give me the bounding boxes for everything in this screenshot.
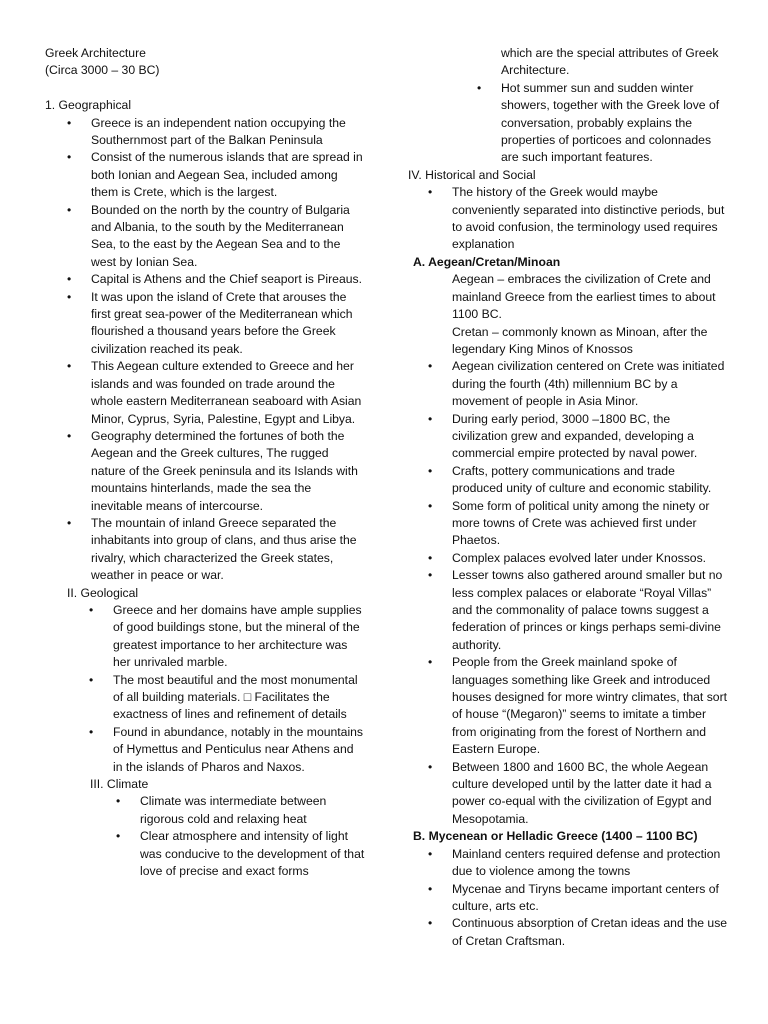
aegean-list xyxy=(398,358,728,828)
climate-continuation: which are the special attributes of Greek Architecture. xyxy=(501,46,719,78)
list-item: • Clear atmosphere and intensity of light was conducive to the development of that love of precise and exact forms xyxy=(140,828,365,880)
geographical-list xyxy=(45,115,365,585)
list-item: • Consist of the numerous islands that are spread in both Ionian and Aegean Sea, included among them is Crete, which is the largest. xyxy=(91,149,365,201)
right-column xyxy=(398,45,728,950)
geological-list xyxy=(45,602,365,776)
list-item: • The most beautiful and the most monumental of all building materials. □ Facilitates the exactness of lines and refinement of details xyxy=(113,672,365,724)
list-item: • The mountain of inland Greece separated the inhabitants into group of clans, and thus arise the rivalry, which characterized the Greek states, weather in peace or war. xyxy=(91,515,365,585)
subsection-heading-mycenean: B. Mycenean or Helladic Greece (1400 – 1100 BC) xyxy=(413,829,698,844)
list-item: • Hot summer sun and sudden winter showers, together with the Greek love of conversation, probably explains the properties of porticoes and colonnades are such important features. xyxy=(501,80,728,167)
definition-cretan: Cretan – commonly known as Minoan, after the legendary King Minos of Knossos xyxy=(452,324,708,356)
list-item: • The history of the Greek would maybe conveniently separated into distinctive periods, but to avoid confusion, the terminology used requires explanation xyxy=(452,184,728,254)
list-item: • Bounded on the north by the country of Bulgaria and Albania, to the south by the Mediterranean Sea, to the east by the Aegean Sea and to the west by Ionian Sea. xyxy=(91,202,365,272)
list-item: • Capital is Athens and the Chief seaport is Pireaus. xyxy=(91,271,365,288)
list-item: • Some form of political unity among the ninety or more towns of Crete was achieved first under Phaetos. xyxy=(452,498,728,550)
list-item: • Continuous absorption of Cretan ideas and the use of Cretan Craftsman. xyxy=(452,915,728,950)
list-item: • Mycenae and Tiryns became important centers of culture, arts etc. xyxy=(452,881,728,916)
mycenean-list xyxy=(398,846,728,950)
list-item: • It was upon the island of Crete that arouses the first great sea-power of the Mediterranean which flourished a thousand years before the Greek civilization reached its peak. xyxy=(91,289,365,359)
list-item: • Greece is an independent nation occupying the Southernmost part of the Balkan Peninsula xyxy=(91,115,365,150)
list-item: • Crafts, pottery communications and trade produced unity of culture and economic stability. xyxy=(452,463,728,498)
left-column xyxy=(45,45,365,880)
list-item: • Found in abundance, notably in the mountains of Hymettus and Penticulus near Athens and in the islands of Pharos and Naxos. xyxy=(113,724,365,776)
subsection-heading-aegean: A. Aegean/Cretan/Minoan xyxy=(413,254,561,269)
list-item: • Climate was intermediate between rigorous cold and relaxing heat xyxy=(140,793,365,828)
list-item: • Between 1800 and 1600 BC, the whole Aegean culture developed until by the latter date it had a power co-equal with the civilization of Egypt and Mesopotamia. xyxy=(452,759,728,829)
document-title: Greek Architecture xyxy=(45,46,146,60)
list-item: • This Aegean culture extended to Greece and her islands and was founded on trade around the whole eastern Mediterranean seaboard with Asian Minor, Cyprus, Syria, Palestine, Egypt and Libya. xyxy=(91,358,365,428)
list-item: • Complex palaces evolved later under Knossos. xyxy=(452,550,728,567)
section-heading-climate: III. Climate xyxy=(90,777,149,792)
climate-list-continued xyxy=(398,80,728,167)
spacer xyxy=(45,80,365,97)
list-item: • During early period, 3000 –1800 BC, the civilization grew and expanded, developing a commercial empire protected by naval power. xyxy=(452,411,728,463)
definition-aegean: Aegean – embraces the civilization of Crete and mainland Greece from the earliest times to about 1100 BC. xyxy=(452,272,716,322)
section-heading-geological: II. Geological xyxy=(67,585,139,600)
document-subtitle: (Circa 3000 – 30 BC) xyxy=(45,63,160,78)
climate-list xyxy=(45,793,365,880)
list-item: • Greece and her domains have ample supplies of good buildings stone, but the mineral of the greatest importance to her architecture was her unrivaled marble. xyxy=(113,602,365,672)
section-heading-geographical: 1. Geographical xyxy=(45,98,132,113)
historical-list xyxy=(398,184,728,254)
list-item: • Mainland centers required defense and protection due to violence among the towns xyxy=(452,846,728,881)
list-item: • Geography determined the fortunes of both the Aegean and the Greek cultures, The rugged nature of the Greek peninsula and its Islands with mountains hinterlands, made the sea the inevitable means of intercourse. xyxy=(91,428,365,515)
list-item: • Aegean civilization centered on Crete was initiated during the fourth (4th) millennium BC by a movement of people in Asia Minor. xyxy=(452,358,728,410)
section-heading-historical: IV. Historical and Social xyxy=(408,167,536,182)
list-item: • People from the Greek mainland spoke of languages something like Greek and introduced houses designed for more wintry climates, that sort of house “(Megaron)” seems to imitate a timber from originating from the forest of Northern and Eastern Europe. xyxy=(452,654,728,758)
list-item: • Lesser towns also gathered around smaller but no less complex palaces or elaborate “Royal Villas” and the commonality of palace towns suggest a federation of princes or kings perhaps semi-divine authority. xyxy=(452,567,728,654)
